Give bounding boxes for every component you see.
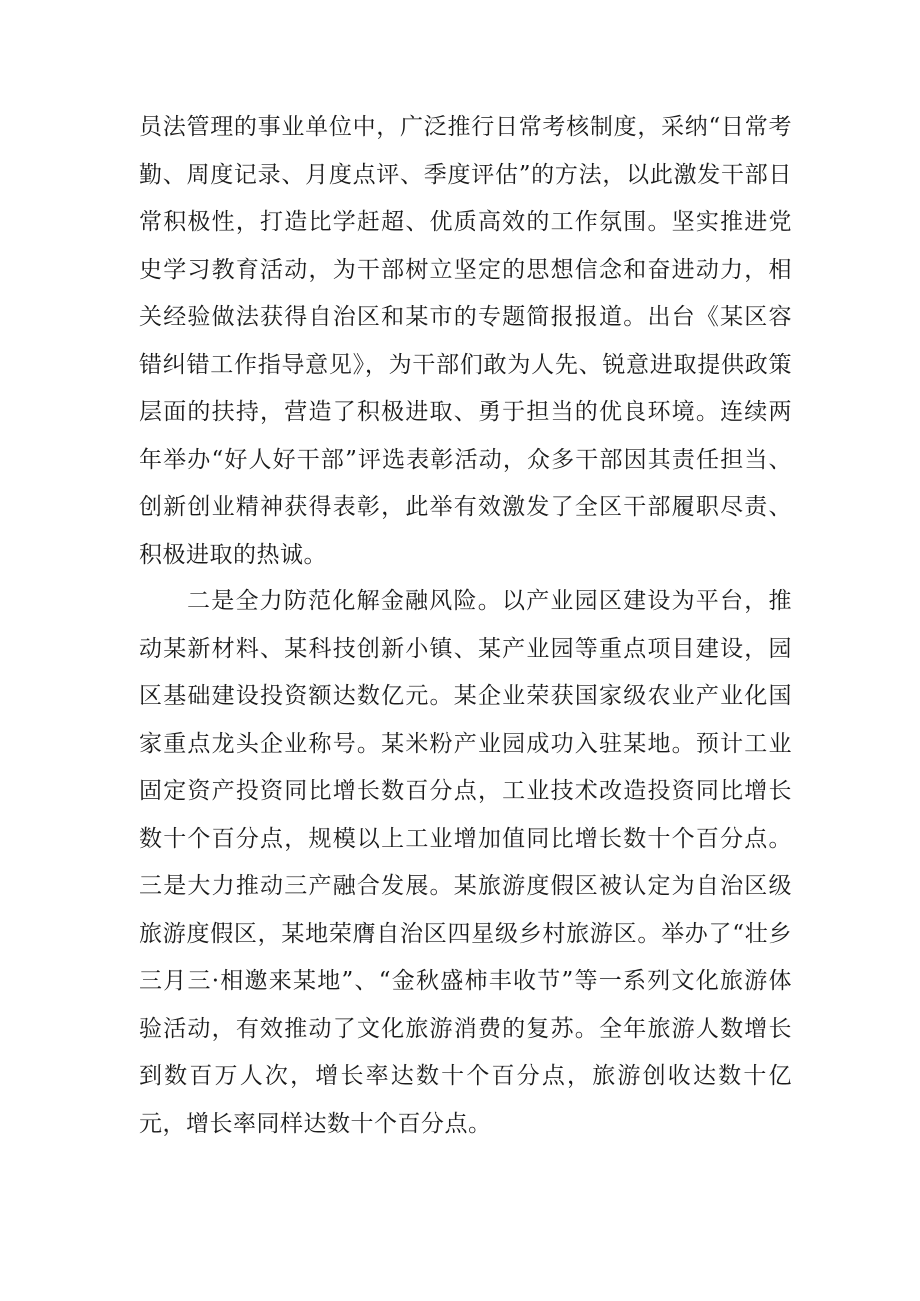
paragraph-financial-risk-and-industry: 二是全力防范化解金融风险。以产业园区建设为平台，推动某新材料、某科技创新小镇、某产业园等重点项目建设，园区基础建设投资额达数亿元。某企业荣获国家级农业产业化国家重点龙头企业称号。某米粉产业园成功入驻某地。预计工业固定资产投资同比增长数百分点，工业技术改造投资同比增长数十个百分点，规模以上工业增加值同比增长数十个百分点。三是大力推动三产融合发展。某旅游度假区被认定为自治区级旅游度假区，某地荣膺自治区四星级乡村旅游区。举办了“壮乡三月三·相邀来某地”、“金秋盛柿丰收节”等一系列文化旅游体验活动，有效推动了文化旅游消费的复苏。全年旅游人数增长到数百万人次，增长率达数十个百分点，旅游创收达数十亿元，增长率同样达数十个百分点。 <box>139 588 792 1137</box>
paragraph-cadre-management: 员法管理的事业单位中，广泛推行日常考核制度，采纳“日常考勤、周度记录、月度点评、季度评估”的方法，以此激发干部日常积极性，打造比学赶超、优质高效的工作氛围。坚实推进党史学习教育活动，为干部树立坚定的思想信念和奋进动力，相关经验做法获得自治区和某市的专题简报报道。出台《某区容错纠错工作指导意见》，为干部们敢为人先、锐意进取提供政策层面的扶持，营造了积极进取、勇于担当的优良环境。连续两年举办“好人好干部”评选表彰活动，众多干部因其责任担当、创新创业精神获得表彰，此举有效激发了全区干部履职尽责、积极进取的热诚。 <box>139 114 792 568</box>
